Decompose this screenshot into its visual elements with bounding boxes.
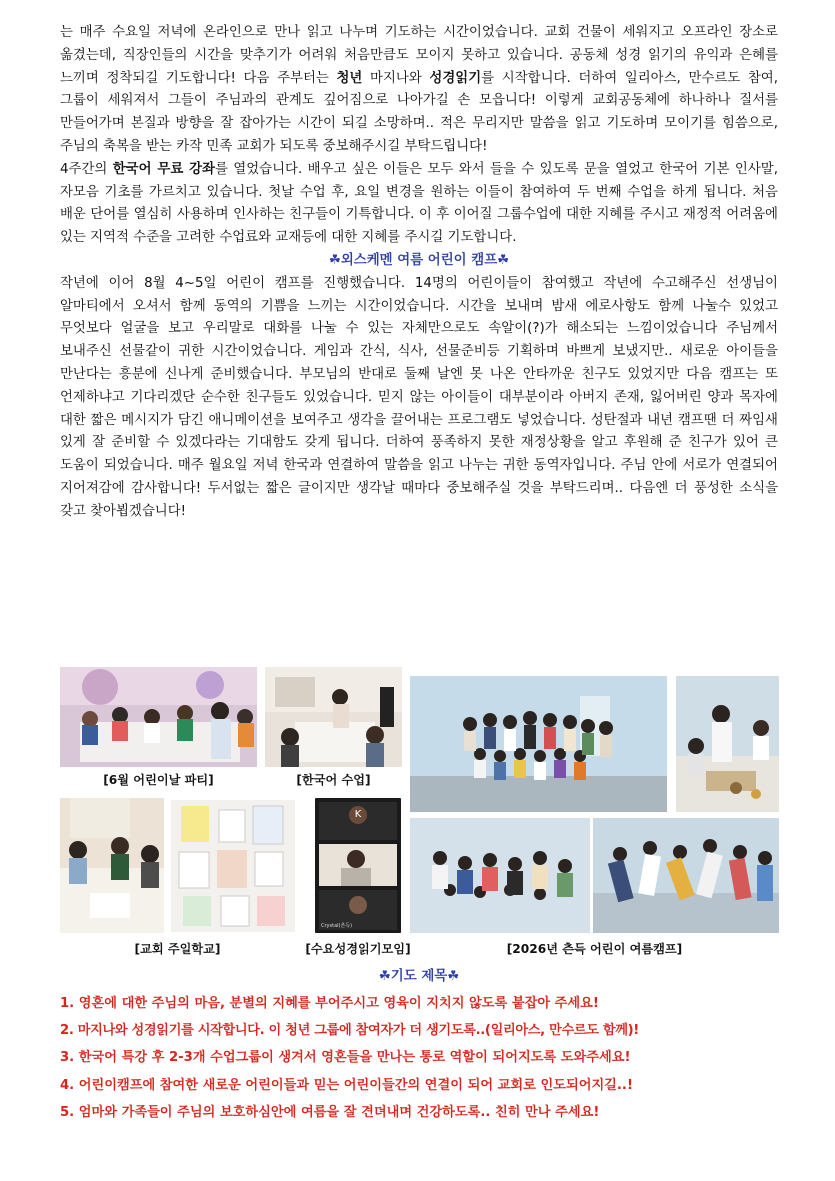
- prayer-item-2: 2. 마지나와 성경읽기를 시작합니다. 이 청년 그룹에 참여자가 더 생기도록..(일리아스, 만수르도 함께)!: [60, 1023, 639, 1039]
- caption-korean-class: [한국어 수업]: [296, 773, 371, 787]
- photo-gallery: [60, 667, 778, 967]
- caption-wednesday-bible: [수요성경읽기모임]: [305, 942, 411, 956]
- participant-face: [347, 850, 365, 868]
- intro-bold-youth: 청년: [336, 70, 363, 86]
- clover-icon: ☘: [447, 969, 460, 984]
- prayer-item-1: 1. 영혼에 대한 주님의 마음, 분별의 지혜를 부어주시고 영육이 지치지 않도록 붙잡아 주세요!: [60, 996, 599, 1011]
- korean-class-text-1: 4주간의: [60, 161, 113, 177]
- camp-title-text: 외스케멘 여름 어린이 캠프: [340, 252, 498, 268]
- sunday-school-photo-1: [60, 798, 164, 933]
- prayer-item-5: 5. 엄마와 가족들이 주님의 보호하심안에 여름을 잘 견뎌내며 건강하도록.. 친히 만나 주세요!: [60, 1104, 600, 1120]
- korean-class-bold: 한국어 무료 강좌: [112, 161, 215, 177]
- prayer-item-4: 4. 어린이캠프에 참여한 새로운 어린이들과 믿는 어린이들간의 연결이 되어 교회로 인도되어지길..!: [60, 1077, 633, 1093]
- caption-summer-camp: [2026년 츤득 어린이 여름캠프]: [506, 942, 683, 956]
- summer-camp-games-photo: [410, 818, 779, 933]
- participant-name: Crystal(츤득): [321, 923, 353, 929]
- zoom-tile-3: [319, 890, 397, 930]
- clover-icon: ☘: [497, 252, 510, 268]
- summer-camp-group-photo: [410, 676, 667, 812]
- clover-icon: ☘: [328, 252, 341, 268]
- intro-text-3: 를 시작합니다. 더하여 일리아스, 만수르도 참여, 그룹이 세워져서 그들이 주님과의 관계도 깊어짐으로 나아가길 손 모읍니다! 이렇게 교회공동체에 하나하나 질서를 만들어가며 본질과 방향을 잘 잡아가는 시간이 되길 소망하며.. 적은 무리지만 말씀을 읽고 기도하며 모이기를 힘씀으로, 주님의 축복을 받는 카작 민족 교회가 되도록 중보해주시길 부탁드립니다!: [60, 70, 778, 154]
- prayer-item-3: 3. 한국어 특강 후 2-3개 수업그룹이 생겨서 영혼들을 만나는 통로 역할이 되어지도록 도와주세요!: [60, 1050, 631, 1066]
- intro-text-1: 는 매주 수요일 저녁에 온라인으로 만나 읽고 나누며 기도하는 시간이었습니다. 교회 건물이 세워지고 오프라인 장소로 옮겼는데, 직장인들의 시간을 맞추기가 어려워 처음만큼도 모이지 못하고 있습니다. 공동체 성경 읽기의 유익과 은혜를 느끼며 정착되길 기도합니다! 다음 주부터는: [60, 25, 778, 86]
- prayer-section-title: [60, 966, 778, 988]
- korean-class-photo: [265, 667, 402, 767]
- zoom-tile-2: [319, 844, 397, 886]
- participant-body: [341, 868, 371, 886]
- prayer-title-text: 기도 제목: [390, 969, 448, 984]
- camp-section-title: [60, 250, 778, 273]
- korean-class-text-2: 를 열었습니다. 배우고 싶은 이들은 모두 와서 들을 수 있도록 문을 열었고 한국어 기본 인사말, 자모음 기초를 가르치고 있습니다. 첫날 수업 후, 요일 변경을 원하는 이들이 참여하여 두 번째 수업을 하게 됩니다. 처음 배운 단어를 열심히 사용하며 인사하는 친구들이 기특합니다. 이 후 이어질 그룹수업에 대한 지혜를 주시고 재정적 어려움에 있는 지역적 수준을 고려한 수업료와 교재등에 대한 지혜를 주시길 기도합니다.: [60, 161, 778, 246]
- letter-body: [60, 22, 778, 524]
- caption-sunday-school: [교회 주일학교]: [134, 942, 221, 956]
- intro-text-2: 마지나와: [362, 70, 430, 86]
- summer-camp-craft-photo: [676, 676, 779, 812]
- camp-paragraph: 작년에 이어 8월 4~5일 어린이 캠프를 진행했습니다. 14명의 어린이들이 참여했고 작년에 수고해주신 선생님이 알마티에서 오셔서 함께 동역의 기쁨을 느끼는 시간이었습니다. 시간을 보내며 밤새 에로사항도 함께 나눌수 있었고 무엇보다 얼굴을 보고 우리말로 대화를 나눌 수 있는 자체만으로도 속알이(?)가 해소되는 느낌이었습니다 주님께서 보내주신 선물같이 귀한 시간이었습니다. 게임과 간식, 식사, 선물준비등 기획하며 바쁘게 보냈지만.. 새로운 아이들을 만난다는 흥분에 신나게 준비했습니다. 부모님의 반대로 둘째 날엔 못 나온 안타까운 친구도 있었지만 다음 캠프는 또 언제하냐고 기다리겠단 순수한 친구들도 있었습니다. 믿지 않는 아이들이 대부분이라 아버지 존재, 잃어버린 양과 목자에 대한 짧은 메시지가 담긴 애니메이션을 보여주고 생각을 끌어내는 프로그램도 넣었습니다. 성탄절과 내년 캠프땐 더 짜임새 있게 잘 준비할 수 있겠다라는 기대함도 갖게 됩니다. 더하여 풍족하지 못한 재정상황을 알고 후원해 준 친구가 있어 큰 도움이 되었습니다. 매주 월요일 저녁 한국과 연결하여 말씀을 읽고 나누는 귀한 동역자입니다. 주님 안에 서로가 연결되어 지어져감에 감사합니다! 두서없는 짧은 글이지만 생각날 때마다 중보해주실 것을 부탁드리며.. 다음엔 더 풍성한 소식을 갖고 찾아뵙겠습니다!: [60, 275, 778, 519]
- children-day-party-photo: [60, 667, 257, 767]
- participant-face: [349, 896, 367, 914]
- sunday-school-photo-2: [171, 800, 295, 932]
- caption-children-day: [6월 어린이날 파티]: [103, 773, 214, 787]
- zoom-tile-1: [319, 802, 397, 840]
- clover-icon: ☘: [378, 969, 391, 984]
- intro-paragraph: [60, 22, 778, 159]
- avatar: K: [349, 806, 367, 824]
- intro-bold-bible-reading: 성경읽기: [429, 70, 482, 86]
- prayer-list: [60, 990, 790, 1126]
- wednesday-bible-zoom-photo: [315, 798, 401, 933]
- korean-class-paragraph: [60, 159, 778, 250]
